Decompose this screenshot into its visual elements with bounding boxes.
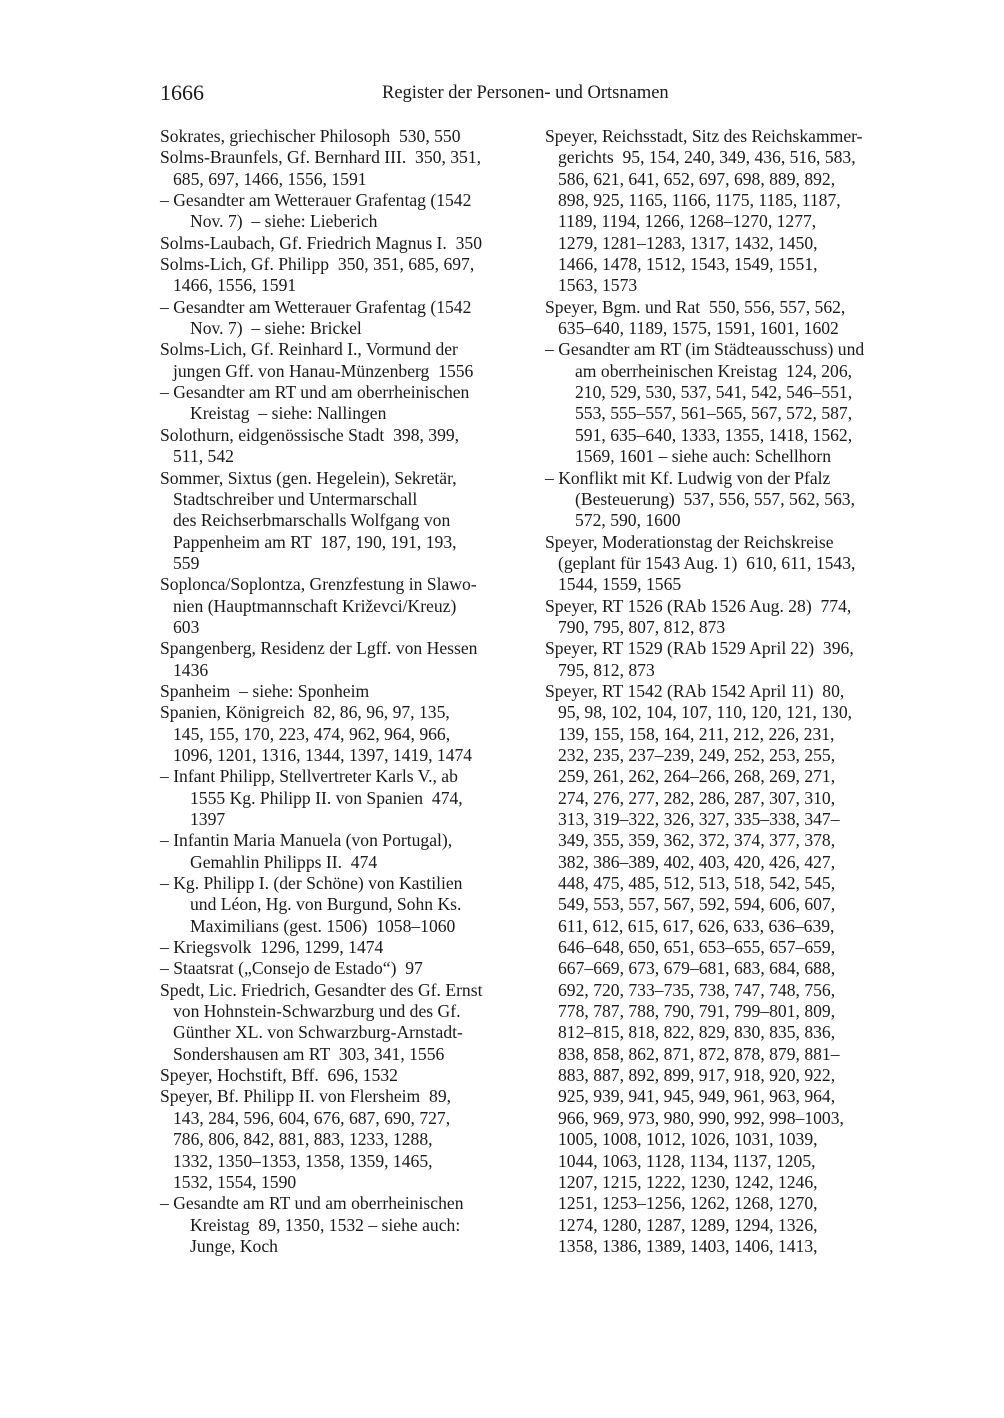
index-line: Kreistag 89, 1350, 1532 – siehe auch:	[190, 1214, 461, 1235]
index-line: jungen Gff. von Hanau-Münzenberg 1556	[173, 360, 474, 381]
index-line: Nov. 7) – siehe: Lieberich	[190, 211, 378, 232]
index-line: Kreistag – siehe: Nallingen	[190, 403, 387, 424]
index-line: 511, 542	[173, 446, 234, 467]
index-line: 1279, 1281–1283, 1317, 1432, 1450,	[558, 232, 818, 253]
index-line: Speyer, Hochstift, Bff. 696, 1532	[160, 1065, 398, 1086]
index-line: 591, 635–640, 1333, 1355, 1418, 1562,	[575, 424, 853, 445]
index-line: 549, 553, 557, 567, 592, 594, 606, 607,	[558, 894, 836, 915]
index-line: 838, 858, 862, 871, 872, 878, 879, 881–	[558, 1043, 840, 1064]
index-line: und Léon, Hg. von Burgund, Sohn Ks.	[190, 894, 462, 915]
index-line: Spanheim – siehe: Sponheim	[160, 680, 370, 701]
index-line: 611, 612, 615, 617, 626, 633, 636–639,	[558, 915, 835, 936]
index-line: 646–648, 650, 651, 653–655, 657–659,	[558, 937, 836, 958]
index-line: Speyer, Bf. Philipp II. von Flersheim 89,	[160, 1086, 452, 1107]
index-line: gerichts 95, 154, 240, 349, 436, 516, 583,	[558, 147, 856, 168]
index-line: 232, 235, 237–239, 249, 252, 253, 255,	[558, 744, 836, 765]
index-line: 778, 787, 788, 790, 791, 799–801, 809,	[558, 1001, 836, 1022]
index-line: Soplonca/Soplontza, Grenzfestung in Slawo-	[160, 574, 477, 595]
index-line: – Staatsrat („Consejo de Estado“) 97	[160, 958, 423, 979]
index-line: Gemahlin Philipps II. 474	[190, 851, 378, 872]
index-line: 553, 555–557, 561–565, 567, 572, 587,	[575, 403, 853, 424]
index-line: am oberrheinischen Kreistag 124, 206,	[575, 360, 853, 381]
index-line: Sokrates, griechischer Philosoph 530, 550	[160, 126, 461, 146]
index-line: – Kriegsvolk 1296, 1299, 1474	[160, 937, 384, 958]
index-line: 1207, 1215, 1222, 1230, 1242, 1246,	[558, 1171, 818, 1192]
index-line: 692, 720, 733–735, 738, 747, 748, 756,	[558, 979, 836, 1000]
index-column-left	[160, 126, 532, 1257]
index-line: 145, 155, 170, 223, 474, 962, 964, 966,	[173, 723, 451, 744]
index-line: 795, 812, 873	[558, 659, 655, 680]
index-line: 966, 969, 973, 980, 990, 992, 998–1003,	[558, 1107, 844, 1128]
index-line: (geplant für 1543 Aug. 1) 610, 611, 1543,	[558, 552, 856, 573]
index-line: 448, 475, 485, 512, 513, 518, 542, 545,	[558, 873, 836, 894]
index-line: 95, 98, 102, 104, 107, 110, 120, 121, 130,	[558, 702, 853, 723]
index-line: Speyer, RT 1526 (RAb 1526 Aug. 28) 774,	[545, 595, 852, 616]
index-column-right	[545, 126, 915, 1257]
index-line: Sommer, Sixtus (gen. Hegelein), Sekretär,	[160, 467, 457, 488]
index-line: Solms-Lich, Gf. Philipp 350, 351, 685, 697,	[160, 254, 475, 275]
index-line: Speyer, Reichsstadt, Sitz des Reichskammer-	[545, 126, 863, 146]
index-line: – Gesandte am RT und am oberrheinischen	[160, 1193, 464, 1214]
index-line: 667–669, 673, 679–681, 683, 684, 688,	[558, 958, 836, 979]
index-line: 883, 887, 892, 899, 917, 918, 920, 922,	[558, 1065, 836, 1086]
index-line: 1563, 1573	[558, 275, 638, 296]
index-line: 274, 276, 277, 282, 286, 287, 307, 310,	[558, 787, 836, 808]
index-line: Pappenheim am RT 187, 190, 191, 193,	[173, 531, 457, 552]
index-line: des Reichserbmarschalls Wolfgang von	[173, 510, 451, 531]
index-line: 586, 621, 641, 652, 697, 698, 889, 892,	[558, 168, 836, 189]
index-line: 1332, 1350–1353, 1358, 1359, 1465,	[173, 1150, 433, 1171]
index-line: 313, 319–322, 326, 327, 335–338, 347–	[558, 809, 840, 829]
index-line: Stadtschreiber und Untermarschall	[173, 488, 418, 509]
running-title: Register der Personen- und Ortsnamen	[382, 83, 669, 103]
index-line: – Gesandter am Wetterauer Grafentag (1542	[160, 190, 472, 211]
index-line: 1466, 1478, 1512, 1543, 1549, 1551,	[558, 254, 818, 275]
index-line: 1569, 1601 – siehe auch: Schellhorn	[575, 446, 832, 467]
index-line: Solothurn, eidgenössische Stadt 398, 399,	[160, 424, 460, 445]
index-line: 1436	[173, 659, 209, 680]
index-line: 603	[173, 616, 200, 637]
index-line: 139, 155, 158, 164, 211, 212, 226, 231,	[558, 723, 835, 744]
index-line: 898, 925, 1165, 1166, 1175, 1185, 1187,	[558, 190, 841, 211]
index-line: 1397	[190, 809, 226, 829]
index-line: 685, 697, 1466, 1556, 1591	[173, 168, 367, 189]
index-line: (Besteuerung) 537, 556, 557, 562, 563,	[575, 488, 855, 509]
index-line: 1358, 1386, 1389, 1403, 1406, 1413,	[558, 1235, 818, 1256]
index-line: 559	[173, 552, 200, 573]
index-line: Solms-Lich, Gf. Reinhard I., Vormund der	[160, 339, 458, 360]
index-line: Spedt, Lic. Friedrich, Gesandter des Gf. Ernst	[160, 979, 483, 1000]
index-line: nien (Hauptmannschaft Križevci/Kreuz)	[173, 595, 457, 616]
index-line: 635–640, 1189, 1575, 1591, 1601, 1602	[558, 318, 839, 339]
index-line: von Hohnstein-Schwarzburg und des Gf.	[173, 1001, 461, 1022]
index-line: 1251, 1253–1256, 1262, 1268, 1270,	[558, 1193, 818, 1214]
index-line: Sondershausen am RT 303, 341, 1556	[173, 1043, 445, 1064]
index-line: 1189, 1194, 1266, 1268–1270, 1277,	[558, 211, 817, 232]
index-line: – Gesandter am RT (im Städteausschuss) und	[545, 339, 865, 360]
index-line: Maximilians (gest. 1506) 1058–1060	[190, 915, 456, 936]
page-number: 1666	[160, 80, 204, 105]
index-line: – Infant Philipp, Stellvertreter Karls V., ab	[160, 766, 458, 787]
index-line: 382, 386–389, 402, 403, 420, 426, 427,	[558, 851, 836, 872]
index-line: – Infantin Maria Manuela (von Portugal),	[160, 830, 453, 851]
index-line: 1274, 1280, 1287, 1289, 1294, 1326,	[558, 1214, 818, 1235]
index-line: Solms-Laubach, Gf. Friedrich Magnus I. 350	[160, 232, 483, 253]
index-line: 143, 284, 596, 604, 676, 687, 690, 727,	[173, 1107, 451, 1128]
index-line: – Konflikt mit Kf. Ludwig von der Pfalz	[545, 467, 831, 488]
index-line: Speyer, Bgm. und Rat 550, 556, 557, 562,	[545, 296, 846, 317]
index-line: 349, 355, 359, 362, 372, 374, 377, 378,	[558, 830, 836, 851]
index-line: 1466, 1556, 1591	[173, 275, 297, 296]
index-line: Speyer, RT 1529 (RAb 1529 April 22) 396,	[545, 638, 854, 659]
index-line: 925, 939, 941, 945, 949, 961, 963, 964,	[558, 1086, 836, 1107]
index-line: 1544, 1559, 1565	[558, 574, 682, 595]
index-line: 786, 806, 842, 881, 883, 1233, 1288,	[173, 1129, 433, 1150]
index-line: Nov. 7) – siehe: Brickel	[190, 318, 362, 339]
index-line: Speyer, Moderationstag der Reichskreise	[545, 531, 834, 552]
index-line: 1096, 1201, 1316, 1344, 1397, 1419, 1474	[173, 744, 473, 765]
index-line: Solms-Braunfels, Gf. Bernhard III. 350, 351,	[160, 147, 482, 168]
index-line: – Gesandter am RT und am oberrheinischen	[160, 382, 470, 403]
index-line: Spangenberg, Residenz der Lgff. von Hessen	[160, 638, 478, 659]
index-line: – Gesandter am Wetterauer Grafentag (1542	[160, 296, 472, 317]
index-line: Speyer, RT 1542 (RAb 1542 April 11) 80,	[545, 680, 845, 701]
index-line: Junge, Koch	[190, 1235, 278, 1256]
index-line: Günther XL. von Schwarzburg-Arnstadt-	[173, 1022, 463, 1043]
index-line: 812–815, 818, 822, 829, 830, 835, 836,	[558, 1022, 836, 1043]
index-line: 259, 261, 262, 264–266, 268, 269, 271,	[558, 766, 836, 787]
index-line: 790, 795, 807, 812, 873	[558, 616, 726, 637]
index-line: – Kg. Philipp I. (der Schöne) von Kastilien	[160, 873, 463, 894]
index-line: 1044, 1063, 1128, 1134, 1137, 1205,	[558, 1150, 816, 1171]
index-line: 1005, 1008, 1012, 1026, 1031, 1039,	[558, 1129, 818, 1150]
index-line: 210, 529, 530, 537, 541, 542, 546–551,	[575, 382, 853, 403]
index-line: 1532, 1554, 1590	[173, 1171, 297, 1192]
index-line: 1555 Kg. Philipp II. von Spanien 474,	[190, 787, 463, 808]
index-line: 572, 590, 1600	[575, 510, 681, 531]
index-line: Spanien, Königreich 82, 86, 96, 97, 135,	[160, 702, 450, 723]
